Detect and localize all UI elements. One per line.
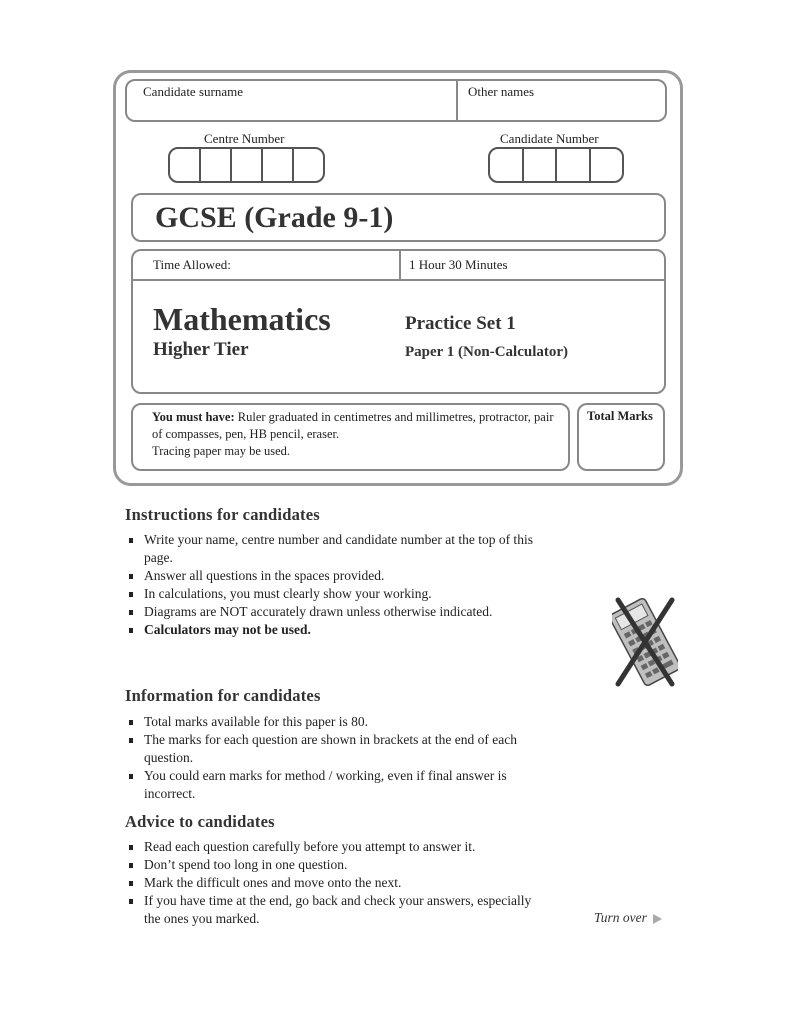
time-divider xyxy=(399,251,401,279)
list-item: Diagrams are NOT accurately drawn unless otherwise indicated. xyxy=(125,603,545,621)
tracing-note: Tracing paper may be used. xyxy=(152,444,291,458)
list-item: If you have time at the end, go back and check your answers, especially the ones you marked. xyxy=(125,892,545,928)
candidate-name-box xyxy=(125,79,667,122)
equipment-box xyxy=(131,403,570,471)
time-allowed-label: Time Allowed: xyxy=(153,257,231,272)
subject-title: Mathematics xyxy=(153,301,331,337)
time-allowed-row xyxy=(133,251,664,281)
total-marks-box xyxy=(577,403,665,471)
centre-number-digit xyxy=(294,149,323,181)
information-list xyxy=(125,713,545,803)
must-have-text: Ruler graduated in centimetres and millimetres, protractor, pair of compasses, pen, HB pencil, eraser. xyxy=(152,410,554,441)
instructions-list xyxy=(125,531,545,639)
centre-number-digit xyxy=(170,149,201,181)
triangle-right-icon xyxy=(653,914,662,924)
advice-list xyxy=(125,838,545,928)
must-have-label: You must have: xyxy=(152,410,235,424)
turn-over-text: Turn over xyxy=(594,910,647,925)
list-item: Calculators may not be used. xyxy=(125,621,545,639)
list-item: You could earn marks for method / working, even if final answer is incorrect. xyxy=(125,767,545,803)
qualification-title: GCSE (Grade 9-1) xyxy=(155,201,394,234)
list-item: The marks for each question are shown in brackets at the end of each question. xyxy=(125,731,545,767)
centre-number-digit xyxy=(263,149,294,181)
centre-number-label: Centre Number xyxy=(204,131,285,146)
candidate-number-boxes xyxy=(488,147,624,183)
equipment-text xyxy=(152,409,562,460)
centre-number-digit xyxy=(201,149,232,181)
list-item: Don’t spend too long in one question. xyxy=(125,856,545,874)
candidate-number-digit xyxy=(557,149,591,181)
list-item: Mark the difficult ones and move onto the next. xyxy=(125,874,545,892)
list-item: Write your name, centre number and candidate number at the top of this page. xyxy=(125,531,545,567)
time-allowed-value: 1 Hour 30 Minutes xyxy=(409,257,508,272)
information-title: Information for candidates xyxy=(125,686,321,705)
candidate-surname-label: Candidate surname xyxy=(143,84,243,99)
turn-over-label xyxy=(594,910,662,926)
list-item: In calculations, you must clearly show your working. xyxy=(125,585,545,603)
practice-set-label: Practice Set 1 xyxy=(405,313,516,334)
list-item: Answer all questions in the spaces provided. xyxy=(125,567,545,585)
list-item: Total marks available for this paper is 80. xyxy=(125,713,545,731)
instructions-title: Instructions for candidates xyxy=(125,505,320,524)
qualification-box xyxy=(131,193,666,242)
candidate-number-digit xyxy=(591,149,623,181)
tier-label: Higher Tier xyxy=(153,339,249,360)
crossed-out-calculator-icon xyxy=(612,596,678,688)
centre-number-digit xyxy=(232,149,263,181)
candidate-number-digit xyxy=(490,149,524,181)
name-divider xyxy=(456,81,458,120)
subject-box xyxy=(131,249,666,394)
candidate-number-label: Candidate Number xyxy=(500,131,599,146)
other-names-label: Other names xyxy=(468,84,535,99)
centre-number-boxes xyxy=(168,147,325,183)
paper-label: Paper 1 (Non-Calculator) xyxy=(405,344,569,360)
total-marks-label: Total Marks xyxy=(587,409,653,423)
advice-title: Advice to candidates xyxy=(125,812,275,831)
candidate-number-digit xyxy=(524,149,558,181)
list-item: Read each question carefully before you attempt to answer it. xyxy=(125,838,545,856)
